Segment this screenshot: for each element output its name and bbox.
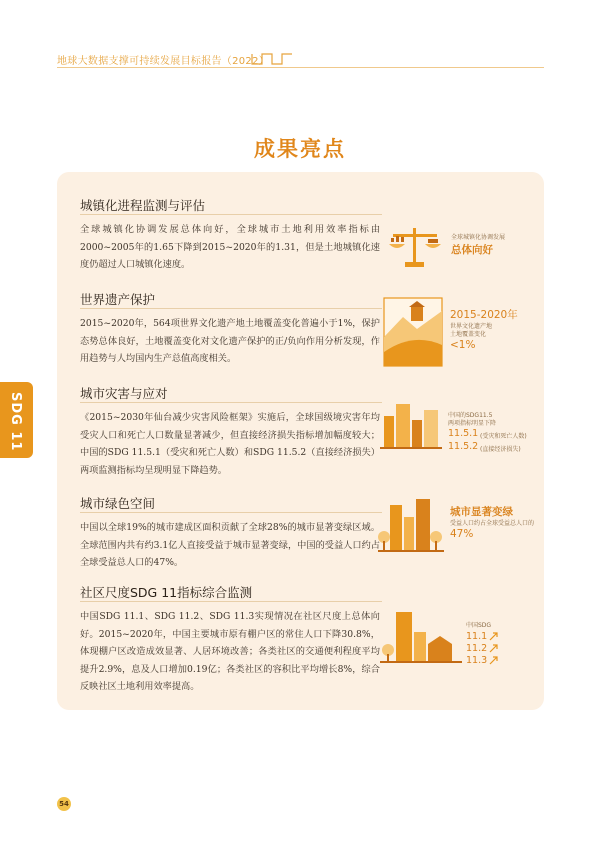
section-title: 城市灾害与应对	[80, 386, 168, 401]
callout-item: 11.2	[466, 643, 488, 654]
section-green-space	[80, 494, 380, 572]
city-buildings-icon	[380, 398, 442, 450]
page-number: 54	[57, 797, 71, 811]
green-city-icon	[378, 497, 444, 553]
section-body: 全球城镇化协调发展总体向好，全球城市土地利用效率指标由2000~2005年的1.65下降到2015~2020年的1.31，但是土地城镇化速度仍超过人口城镇化速度。	[80, 224, 380, 270]
section-divider	[80, 214, 382, 215]
section-divider	[80, 512, 382, 513]
callout-item: 11.5.1	[448, 428, 479, 439]
callout-value: 47%	[450, 528, 474, 540]
callout-caption: 土地覆盖变化	[450, 331, 487, 338]
callout-caption: 中国的SDG11.5	[448, 412, 493, 419]
callout-item: 11.3	[466, 655, 488, 666]
callout-item: 11.5.2	[448, 441, 479, 452]
section-title: 城镇化进程监测与评估	[80, 198, 206, 213]
callout-title: 城市显著变绿	[450, 506, 513, 518]
sdg-side-tab-label: SDG 11	[8, 392, 23, 452]
section-disaster	[80, 384, 380, 479]
callout-caption: 世界文化遗产地	[450, 323, 493, 330]
header-divider	[57, 67, 544, 68]
section-title: 社区尺度SDG 11指标综合监测	[80, 585, 253, 600]
callout-caption: 全球城镇化协调发展	[451, 234, 506, 241]
heritage-landscape-icon	[383, 297, 443, 367]
section-title: 世界遗产保护	[80, 292, 156, 307]
callout-caption: 两项指标明显下降	[448, 420, 497, 427]
callout-item-note: (直接经济损失)	[480, 446, 521, 453]
section-body: 2015~2020年，564项世界文化遗产地土地覆盖变化普遍小于1%，保护态势总体良好，土地覆盖变化对文化遗产保护的正/负向作用分析发现，作用趋势与人均国内生产总值高度相关。	[80, 318, 380, 364]
header-decoration	[250, 48, 300, 68]
trend-up-arrows-icon	[489, 632, 499, 666]
section-divider	[80, 601, 382, 602]
section-community-monitoring	[80, 583, 380, 696]
balance-scale-icon	[385, 222, 445, 272]
sdg-side-tab	[0, 382, 33, 458]
section-world-heritage	[80, 290, 380, 368]
page-title: 成果亮点	[254, 136, 346, 161]
callout-value: 总体向好	[451, 244, 493, 256]
section-body: 中国以全球19%的城市建成区面积贡献了全球28%的城市显著变绿区域。全球范围内共有约3.1亿人直接受益于城市显著变绿，中国的受益人口约占全球受益总人口的47%。	[80, 522, 380, 568]
callout-value: <1%	[450, 339, 476, 351]
section-title: 城市绿色空间	[80, 496, 156, 511]
callout-caption: 中国SDG	[466, 622, 492, 629]
section-urbanization	[80, 196, 380, 274]
callout-item: 11.1	[466, 631, 488, 642]
callout-item-note: (受灾和死亡人数)	[480, 433, 527, 440]
section-divider	[80, 308, 382, 309]
callout-caption: 受益人口约占全球受益总人口的	[450, 520, 535, 527]
section-body: 中国SDG 11.1、SDG 11.2、SDG 11.3实现情况在社区尺度上总体向好。2015~2020年，中国主要城市原有棚户区的常住人口下降30.8%，体现棚户区改造成效显著、人居环境改善；各类社区的交通便利程度平均提升2.9%，息及人口增加0.19亿；各类社区的容积比平均增长8%，综合反映社区土地利用效率提高。	[80, 611, 380, 692]
section-body: 《2015~2030年仙台减少灾害风险框架》实施后，全球国级境灾害年均受灾人口和死亡人口数量显著减少，但直接经济损失指标增加幅度较大；中国的SDG 11.5.1（受灾和死亡人数）和SDG 11.5.2（直接经济损失）两项监测指标均呈现明显下降趋势。	[80, 412, 380, 476]
report-header-title: 地球大数据支撑可持续发展目标报告（2022）	[57, 56, 270, 67]
callout-period: 2015-2020年	[450, 309, 518, 321]
section-divider	[80, 402, 382, 403]
community-buildings-icon	[380, 608, 462, 664]
